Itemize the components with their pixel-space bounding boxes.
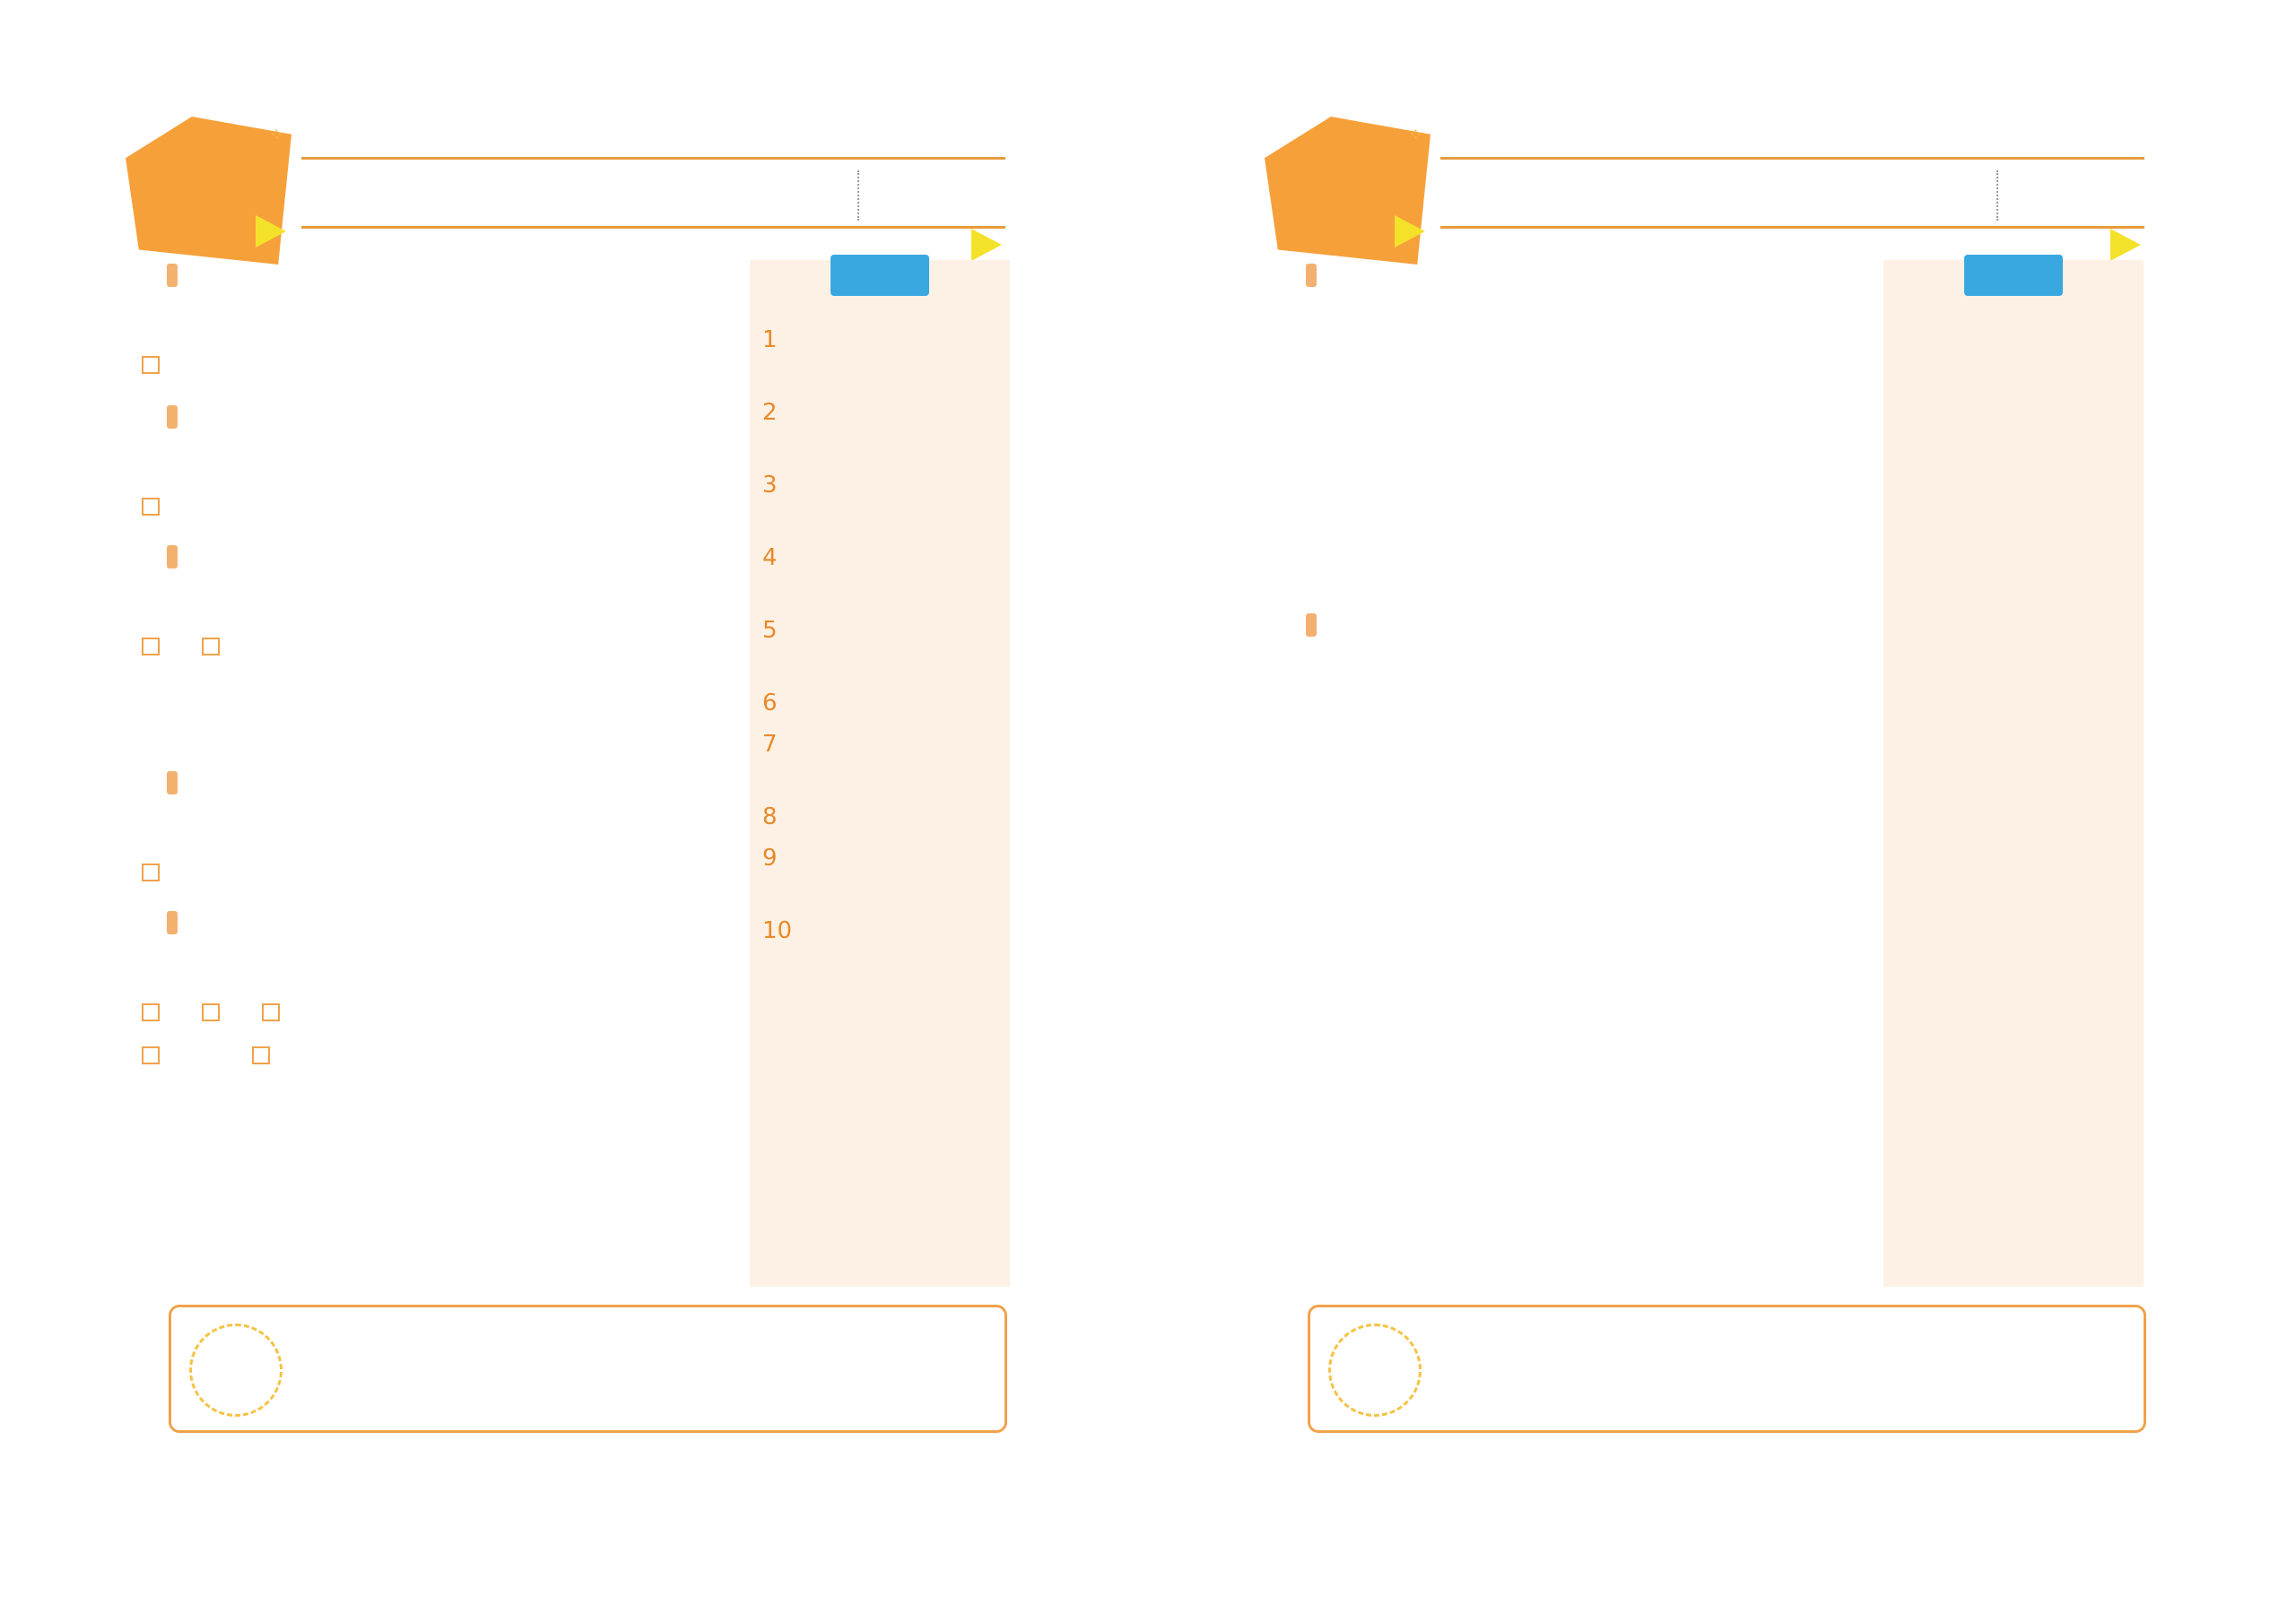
question-block — [167, 764, 239, 846]
right-page — [1148, 0, 2296, 1623]
point-box — [1308, 1305, 2146, 1433]
sparkle-icon: ⁘ — [269, 124, 284, 145]
explanation — [762, 433, 1001, 464]
checkbox[interactable] — [202, 1003, 220, 1021]
question-block — [1306, 606, 1378, 689]
score-up-icon — [1328, 1324, 1422, 1417]
answer-row: 4 — [762, 544, 778, 571]
answer-item — [142, 488, 169, 529]
question-block — [1306, 256, 1378, 339]
importance — [1996, 170, 2131, 221]
answer-item — [142, 628, 229, 669]
sparkle-icon: ⁘ — [1408, 124, 1423, 145]
answer-item — [142, 346, 169, 387]
answer-header — [831, 255, 929, 296]
explanation — [762, 360, 1001, 392]
checkbox[interactable] — [142, 1046, 160, 1064]
answer-row: 10 — [762, 917, 793, 944]
answer-column — [1883, 260, 2144, 1287]
checkbox[interactable] — [142, 864, 160, 881]
answer-item — [142, 1037, 279, 1078]
explanation — [762, 879, 1001, 910]
answer-row: 9 — [762, 845, 778, 872]
answer-row: 1 — [762, 326, 778, 353]
checkbox[interactable] — [142, 638, 160, 655]
question-block — [167, 256, 239, 339]
answer-row: 6 — [762, 690, 778, 716]
checkbox[interactable] — [262, 1003, 280, 1021]
checkbox[interactable] — [202, 638, 220, 655]
answer-column — [750, 260, 1010, 1287]
explanation — [762, 578, 1001, 610]
checkbox[interactable] — [142, 498, 160, 516]
answer-item — [142, 854, 169, 895]
answer-row: 3 — [762, 472, 778, 499]
checkbox[interactable] — [142, 1003, 160, 1021]
title-bar — [1440, 157, 2144, 229]
checkbox[interactable] — [142, 356, 160, 374]
question-block — [167, 538, 239, 621]
importance — [857, 170, 992, 221]
question-block — [167, 904, 239, 986]
explanation — [762, 765, 1001, 796]
decor-triangle — [256, 215, 286, 247]
answer-row: 7 — [762, 731, 778, 758]
checkbox[interactable] — [252, 1046, 270, 1064]
question-block — [167, 398, 239, 481]
answer-item — [142, 994, 289, 1035]
title-bar — [301, 157, 1005, 229]
score-up-icon — [189, 1324, 283, 1417]
answer-row: 2 — [762, 399, 778, 426]
decor-triangle — [1395, 215, 1425, 247]
answer-header — [1964, 255, 2063, 296]
answer-row: 5 — [762, 617, 778, 644]
decor-triangle — [971, 229, 1002, 261]
point-box — [169, 1305, 1007, 1433]
decor-triangle — [2110, 229, 2141, 261]
answer-row: 8 — [762, 803, 778, 830]
explanation — [762, 506, 1001, 537]
explanation — [762, 651, 1001, 682]
